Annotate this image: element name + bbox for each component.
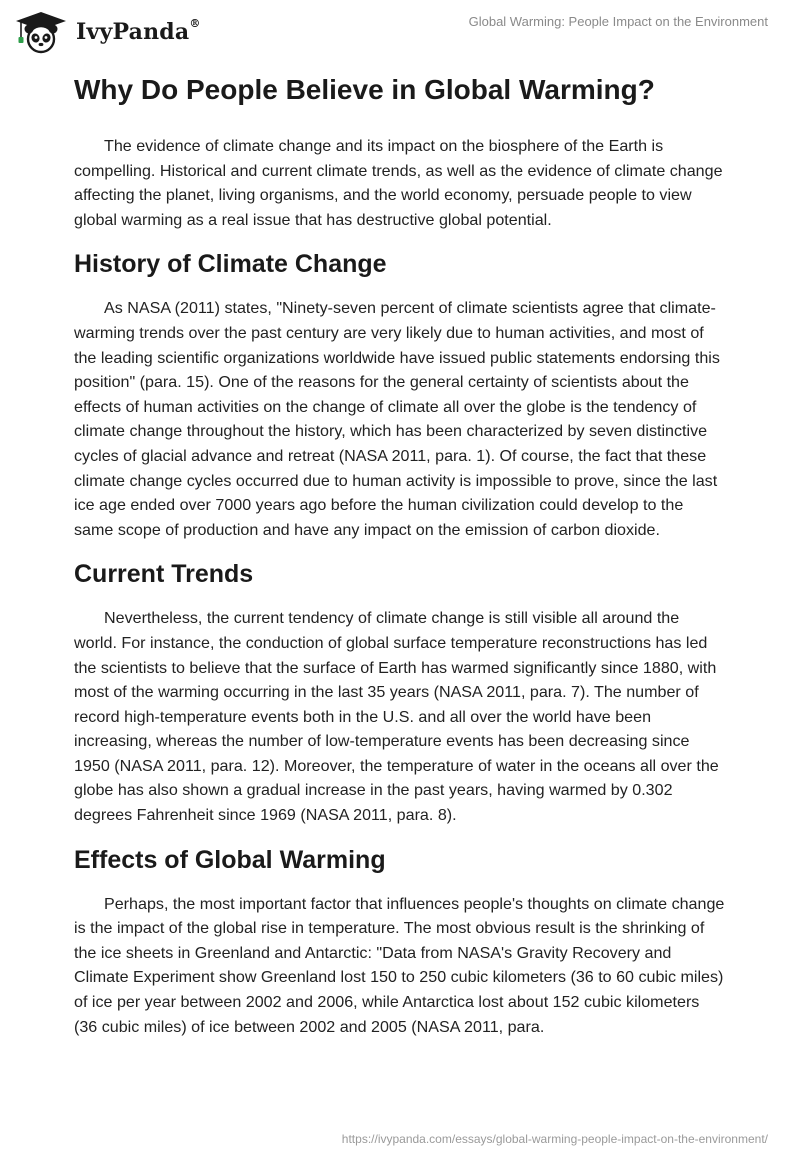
section-heading-history: History of Climate Change bbox=[74, 250, 387, 279]
ivypanda-logo[interactable] bbox=[14, 10, 201, 54]
source-url[interactable]: https://ivypanda.com/essays/global-warming-people-impact-on-the-environment/ bbox=[341, 1132, 768, 1146]
panda-graduate-icon bbox=[14, 10, 68, 54]
section-paragraph-effects: Perhaps, the most important factor that influences people's thoughts on climate change is the impact of the global rise in temperature. The most obvious result is the shrinking of the ice sheets in Greenland and Antarctic: "Data from NASA's Gravity Recovery and Climate Experiment show Greenland lost 150 to 250 cubic kilometers (36 to 60 cubic miles) of ice per year between 2002 and 2006, while Antarctica lost about 152 cubic kilometers (36 cubic miles) of ice between 2002 and 2005 (NASA 2011, para. bbox=[74, 894, 725, 1036]
logo-wordmark: IvyPanda® bbox=[76, 17, 201, 45]
section-paragraph-history: As NASA (2011) states, "Ninety-seven percent of climate scientists agree that climate-warming trends over the past century are very likely due to human activities, and most of the leading scientific organizations worldwide have issued public statements endorsing this position" (para. 15). One of the reasons for the general certainty of scientists about the effects of human activities on the change of climate all over the globe is the tendency of climate change throughout the history, which has been characterized by seven distinctive cycles of glacial advance and retreat (NASA 2011, para. 1). Of course, the fact that these climate change cycles occurred due to human activity is impossible to prove, since the last ice age ended over 7000 years ago before the human civilization could develop to the same scope of production and have any impact on the emission of carbon dioxide. bbox=[74, 299, 720, 539]
intro-paragraph: The evidence of climate change and its impact on the biosphere of the Earth is compelling. Historical and current climate trends, as well as the evidence of climate change affecting the planet, living organisms, and the world economy, persuade people to view global warming as a real issue that has destructive global potential. bbox=[74, 137, 723, 229]
article-body bbox=[74, 72, 726, 1055]
page-title: Why Do People Believe in Global Warming? bbox=[74, 74, 655, 105]
document-title: Global Warming: People Impact on the Environment bbox=[468, 14, 768, 29]
section-heading-current-trends: Current Trends bbox=[74, 560, 254, 589]
page-header bbox=[0, 0, 800, 62]
section-heading-effects: Effects of Global Warming bbox=[74, 845, 386, 874]
section-paragraph-current-trends: Nevertheless, the current tendency of climate change is still visible all around the world. For instance, the conduction of global surface temperature reconstructions has led the scientists to believe that the surface of Earth has warmed significantly since 1880, with most of the warming occurring in the last 35 years (NASA 2011, para. 7). The number of record high-temperature events both in the U.S. and all over the world have been increasing, whereas the number of low-temperature events has been decreasing since 1950 (NASA 2011, para. 12). Moreover, the temperature of water in the oceans all over the globe has also shown a gradual increase in the past years, having warmed by 0.302 degrees Fahrenheit since 1969 (NASA 2011, para. 8). bbox=[74, 609, 719, 825]
